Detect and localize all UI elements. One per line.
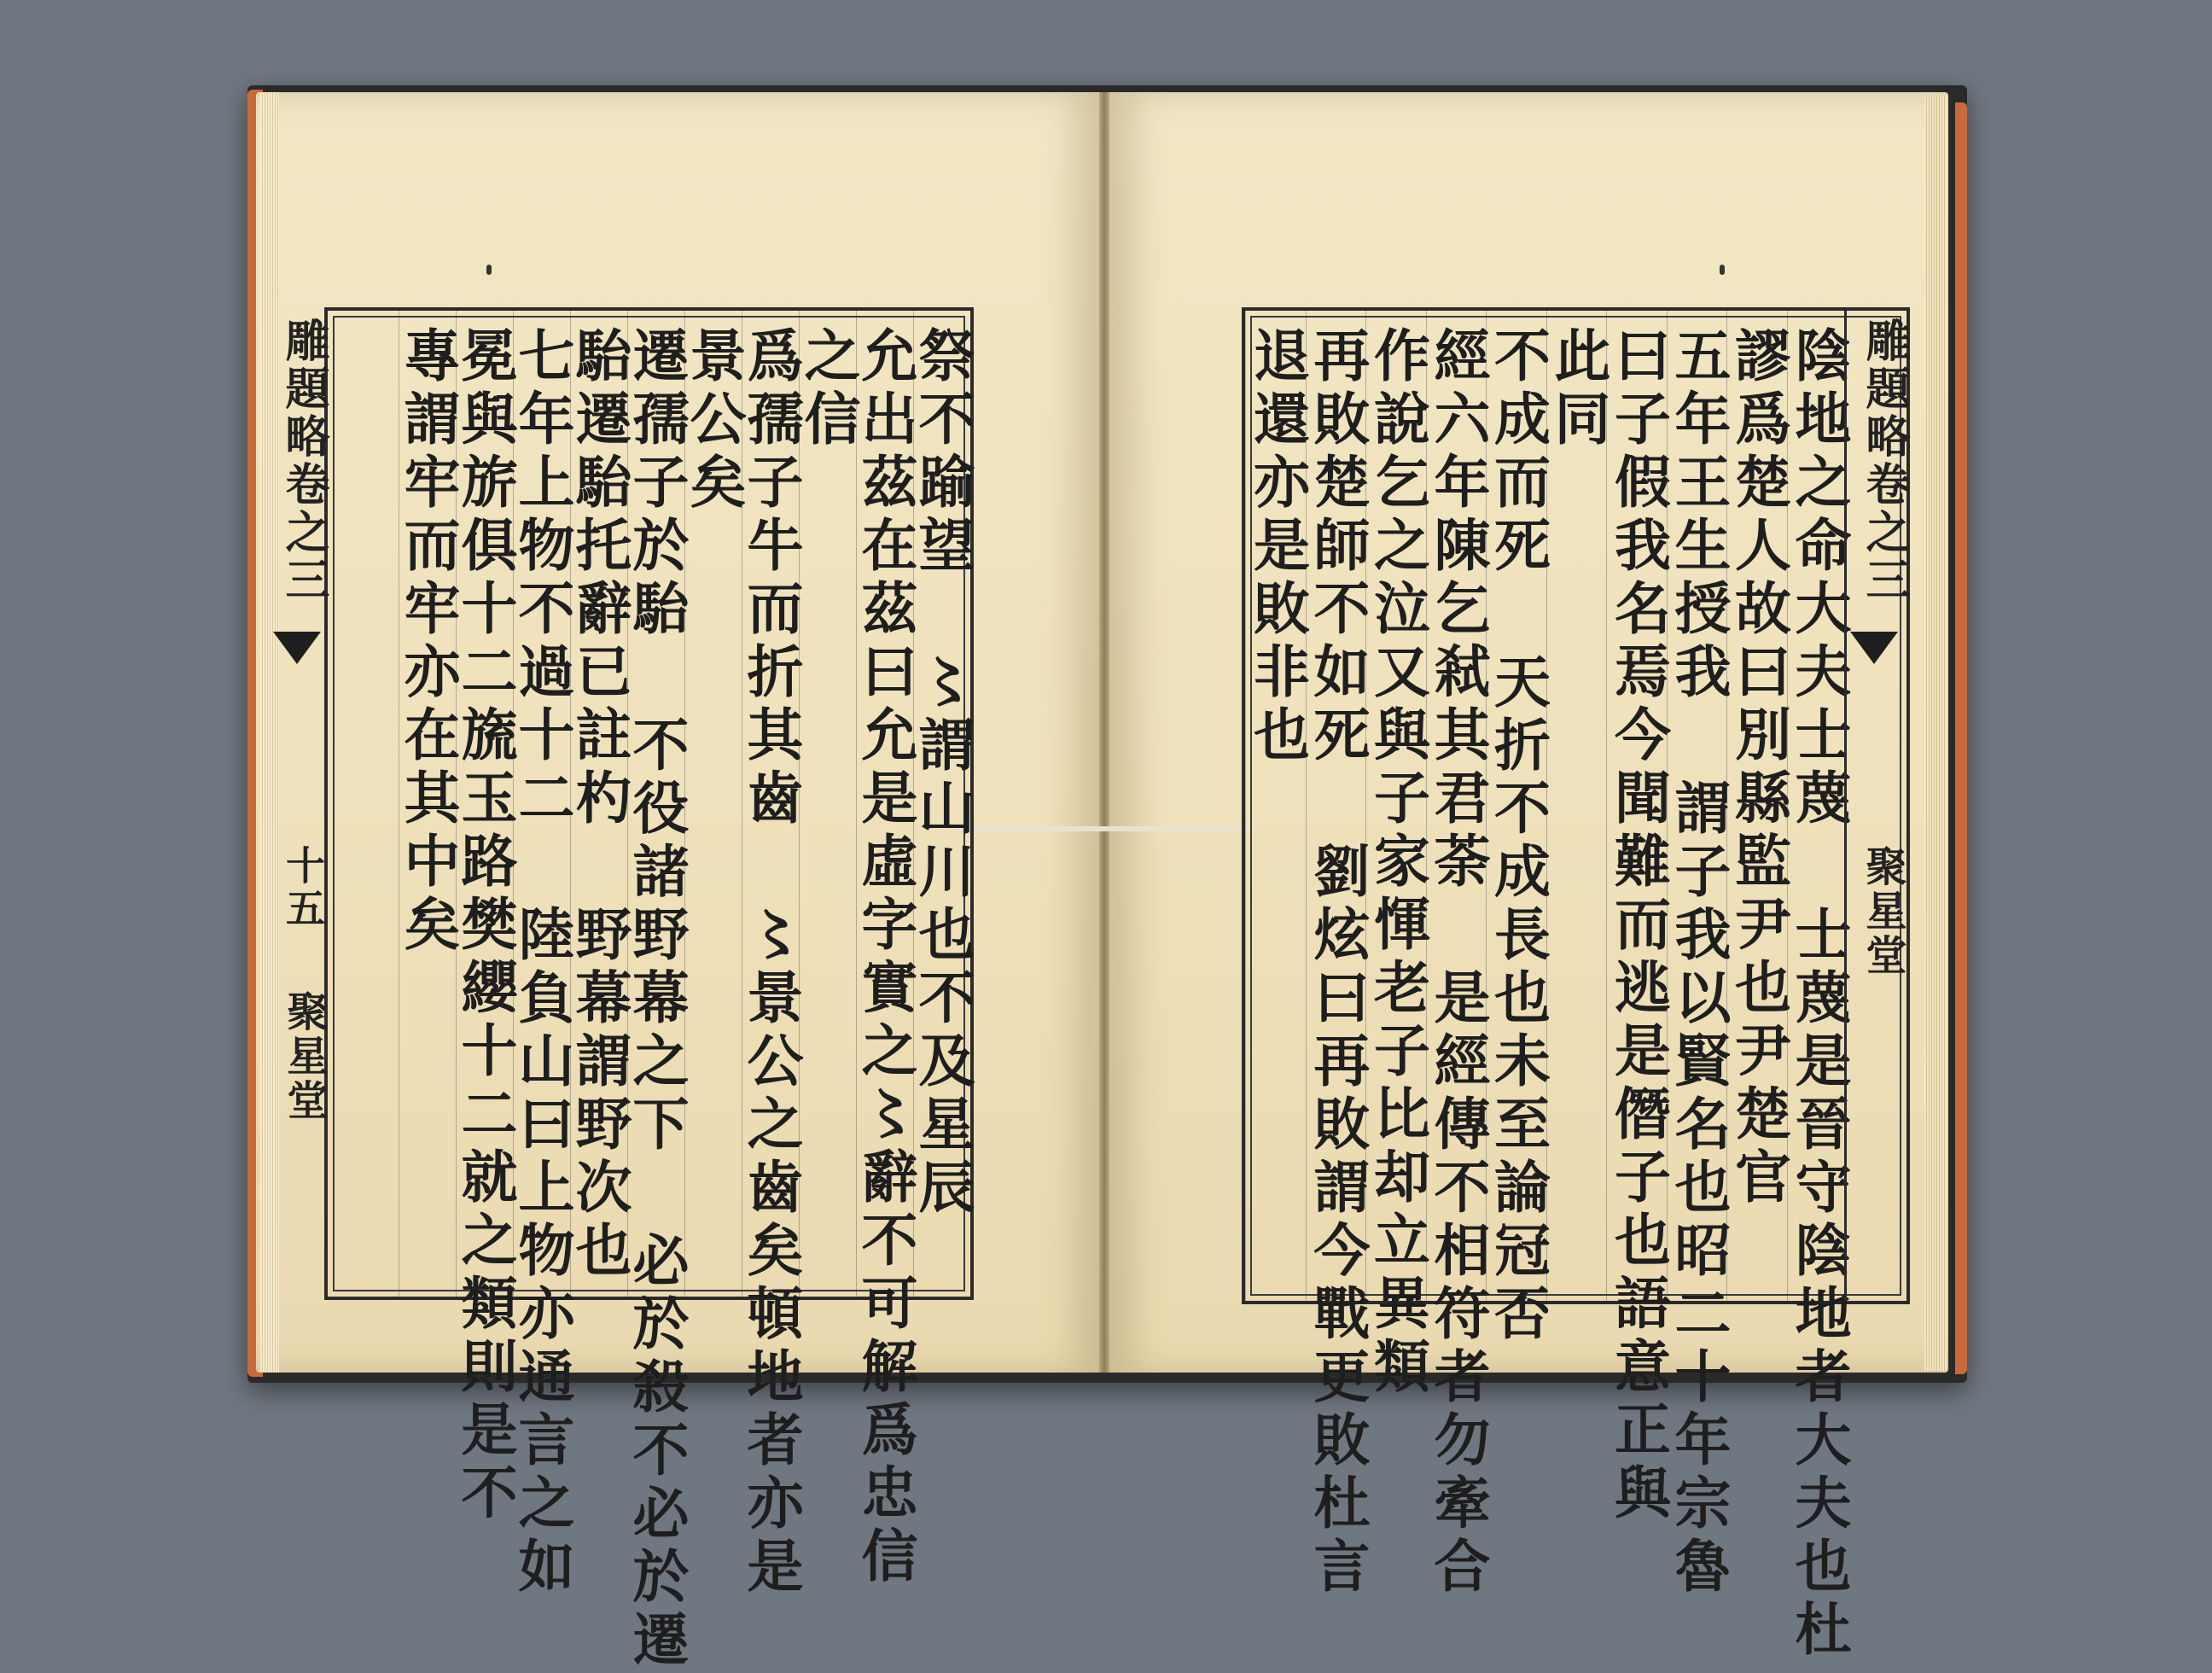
text-column: 作說乞之泣又與子家惲老子比却立異類 (1365, 311, 1426, 1301)
text-column: 不成而死 天折不成長也未至論冠否 (1486, 311, 1546, 1301)
text-column: 退還亦是敗非也 (1245, 311, 1306, 1301)
text-column: 冕與旂俱十二旒玉路樊纓十二就之類則是不 (456, 311, 513, 1297)
left-text-columns (328, 311, 975, 1673)
text-column: 允出茲在茲曰允是虛字實之〻辭不可解爲忠信 (856, 311, 913, 1297)
text-column: 景公矣 (684, 311, 742, 1297)
right-text-frame (1242, 307, 1910, 1663)
text-column: 駘遷駘托辭已註杓 野幕謂野次也 (570, 311, 627, 1297)
binding-thread (956, 826, 1254, 831)
text-column: 謬爲楚人故曰別縣監尹也尹楚官 (1726, 311, 1787, 1301)
cover-edge-right (1955, 102, 1967, 1374)
left-margin-publisher: 聚星堂 (280, 990, 328, 1123)
ink-mark (1720, 265, 1725, 275)
ink-mark (486, 265, 492, 275)
text-column: 專謂牢而牢亦在其中矣 (399, 311, 456, 1297)
left-margin-page: 十五 (280, 845, 326, 930)
text-column: 再敗楚師不如死 劉炫曰再敗謂今戰更敗杜言 (1306, 311, 1366, 1301)
text-column: 經六年陳乞弒其君荼 是經傳不相符者勿牽合 (1426, 311, 1487, 1301)
text-column: 陰地之命大夫士蔑 士蔑是晉守陰地者大夫也杜 (1787, 311, 1848, 1301)
fishtail-mark (273, 632, 321, 664)
text-column: 七年上物不過十二 陸負山曰上物亦通言之如 (513, 311, 570, 1297)
text-column: 之信 (799, 311, 856, 1297)
left-text-frame (324, 307, 975, 1673)
text-column: 五年王生授我 謂子我以賢名也昭二十年宗魯 (1667, 311, 1727, 1301)
text-column: 遷孺子於駘 不役諸野幕之下 必於殺不必於遷 (627, 311, 684, 1297)
text-column: 祭不踰望 〻謂山川也不及星辰 (913, 311, 970, 1297)
left-margin-title: 雕題略卷之三 (277, 318, 329, 604)
fishtail-mark (1850, 632, 1898, 664)
right-margin-publisher: 聚星堂 (1859, 845, 1906, 978)
page-stack-right (1924, 96, 1947, 1371)
right-margin-title: 雕題略卷之三 (1858, 318, 1910, 604)
text-column: 曰子假我名焉今聞難而逃是僭子也語意正與 (1606, 311, 1667, 1301)
text-column: 爲孺子牛而折其齒 〻景公之齒矣頓地者亦是 (742, 311, 799, 1297)
right-text-columns (1243, 311, 1852, 1663)
text-column: 此同 (1546, 311, 1607, 1301)
book-gutter (1099, 92, 1109, 1373)
